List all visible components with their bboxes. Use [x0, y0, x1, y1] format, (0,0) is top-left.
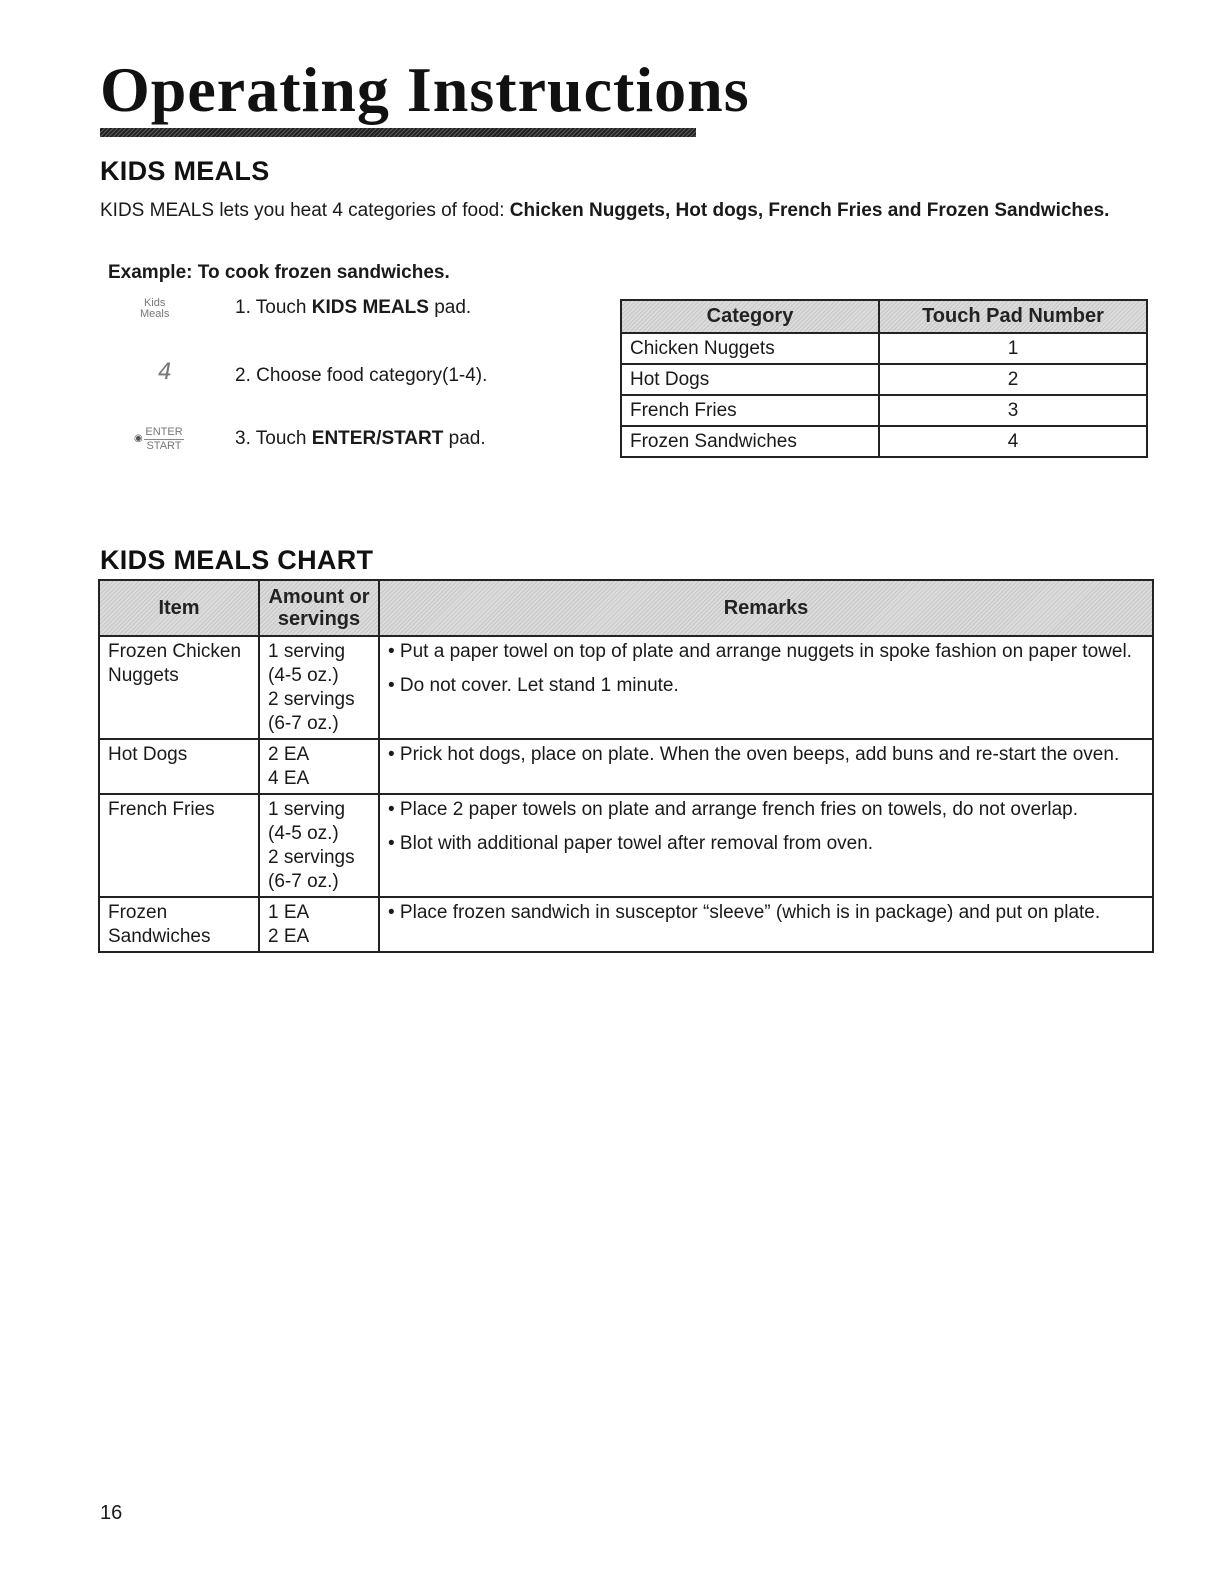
start-pad-label: START	[146, 440, 182, 452]
title-underline	[100, 128, 696, 137]
category-table	[620, 299, 1148, 458]
remarks-cell	[379, 794, 1153, 897]
kids-meals-heading: KIDS MEALS	[100, 156, 270, 186]
table-row	[99, 636, 1153, 739]
kids-pad-label-line1: Kids	[143, 297, 166, 309]
amount-cell	[259, 794, 379, 897]
remark-bullet: • Place frozen sandwich in susceptor “sleeve” (which is in package) and put on plate.	[388, 902, 1101, 923]
page-number: 16	[100, 1502, 123, 1524]
kids-meals-intro	[100, 199, 1180, 223]
table-row	[621, 333, 1147, 364]
amount-line: 1 serving	[268, 799, 346, 820]
remarks-header: Remarks	[379, 580, 1153, 636]
step-3-suffix: pad.	[443, 428, 486, 449]
item-cell: French Fries	[99, 794, 259, 897]
amount-line: (6-7 oz.)	[268, 713, 339, 734]
amount-cell	[259, 897, 379, 952]
kids-pad-label-line2: Meals	[140, 308, 170, 320]
remark-bullet: • Put a paper towel on top of plate and arrange nuggets in spoke fashion on paper towel.	[388, 641, 1132, 662]
touch-pad-number-header: Touch Pad Number	[879, 300, 1147, 333]
category-cell: French Fries	[621, 395, 879, 426]
remark-bullet: • Place 2 paper towels on plate and arrange french fries on towels, do not overlap.	[388, 799, 1079, 820]
table-row	[99, 794, 1153, 897]
table-row	[621, 364, 1147, 395]
amount-line: 4 EA	[268, 768, 310, 789]
kids-meals-chart-table	[98, 579, 1154, 953]
pad-number-cell: 2	[879, 364, 1147, 395]
amount-line: (4-5 oz.)	[268, 823, 339, 844]
step-1-pad-name: KIDS MEALS	[311, 297, 429, 318]
amount-line: 2 servings	[268, 689, 355, 710]
amount-cell	[259, 739, 379, 794]
item-cell: Hot Dogs	[99, 739, 259, 794]
enter-pad-label: ENTER	[145, 426, 183, 438]
item-cell: Frozen Sandwiches	[99, 897, 259, 952]
intro-text: KIDS MEALS lets you heat 4 categories of food:	[100, 200, 510, 221]
item-header: Item	[99, 580, 259, 636]
pad-number-cell: 1	[879, 333, 1147, 364]
step-3-text: 3. Touch	[235, 428, 312, 449]
remarks-cell	[379, 739, 1153, 794]
category-cell: Hot Dogs	[621, 364, 879, 395]
step-2-text: 2. Choose food category(1-4).	[235, 365, 488, 386]
table-row	[621, 426, 1147, 457]
number-four-pad-icon: 4	[158, 360, 172, 385]
amount-line: 1 EA	[268, 902, 310, 923]
category-header: Category	[621, 300, 879, 333]
start-dot-icon: ◉	[134, 433, 143, 444]
table-row	[99, 739, 1153, 794]
amount-line: 2 servings	[268, 847, 355, 868]
pad-number-cell: 4	[879, 426, 1147, 457]
table-row	[99, 897, 1153, 952]
chart-header-row	[99, 580, 1153, 636]
item-cell: Frozen Chicken Nuggets	[99, 636, 259, 739]
amount-line: 2 EA	[268, 926, 310, 947]
step-3-pad-name: ENTER/START	[311, 428, 444, 449]
step-1	[235, 296, 471, 320]
amount-line: 1 serving	[268, 641, 346, 662]
amount-line: 2 EA	[268, 744, 310, 765]
pad-number-cell: 3	[879, 395, 1147, 426]
category-cell: Frozen Sandwiches	[621, 426, 879, 457]
step-1-text: 1. Touch	[235, 297, 312, 318]
kids-meals-pad-icon	[140, 298, 169, 320]
step-3	[235, 427, 486, 451]
step-2	[235, 364, 487, 388]
amount-header: Amount or servings	[259, 580, 379, 636]
remark-bullet: • Blot with additional paper towel after removal from oven.	[388, 833, 874, 854]
amount-line: (4-5 oz.)	[268, 665, 339, 686]
example-title: Example: To cook frozen sandwiches.	[108, 262, 450, 283]
remark-bullet: • Prick hot dogs, place on plate. When the oven beeps, add buns and re-start the oven.	[388, 744, 1120, 765]
kids-meals-chart-heading: KIDS MEALS CHART	[100, 545, 374, 575]
amount-line: (6-7 oz.)	[268, 871, 339, 892]
amount-cell	[259, 636, 379, 739]
remarks-cell	[379, 636, 1153, 739]
step-1-suffix: pad.	[428, 297, 472, 318]
page-title: Operating Instructions	[100, 54, 750, 125]
intro-food-list: Chicken Nuggets, Hot dogs, French Fries and Frozen Sandwiches.	[509, 200, 1110, 221]
category-cell: Chicken Nuggets	[621, 333, 879, 364]
enter-start-pad-icon	[134, 427, 184, 452]
remarks-cell	[379, 897, 1153, 952]
remark-bullet: • Do not cover. Let stand 1 minute.	[388, 675, 679, 696]
table-row	[621, 395, 1147, 426]
category-table-header-row	[621, 300, 1147, 333]
